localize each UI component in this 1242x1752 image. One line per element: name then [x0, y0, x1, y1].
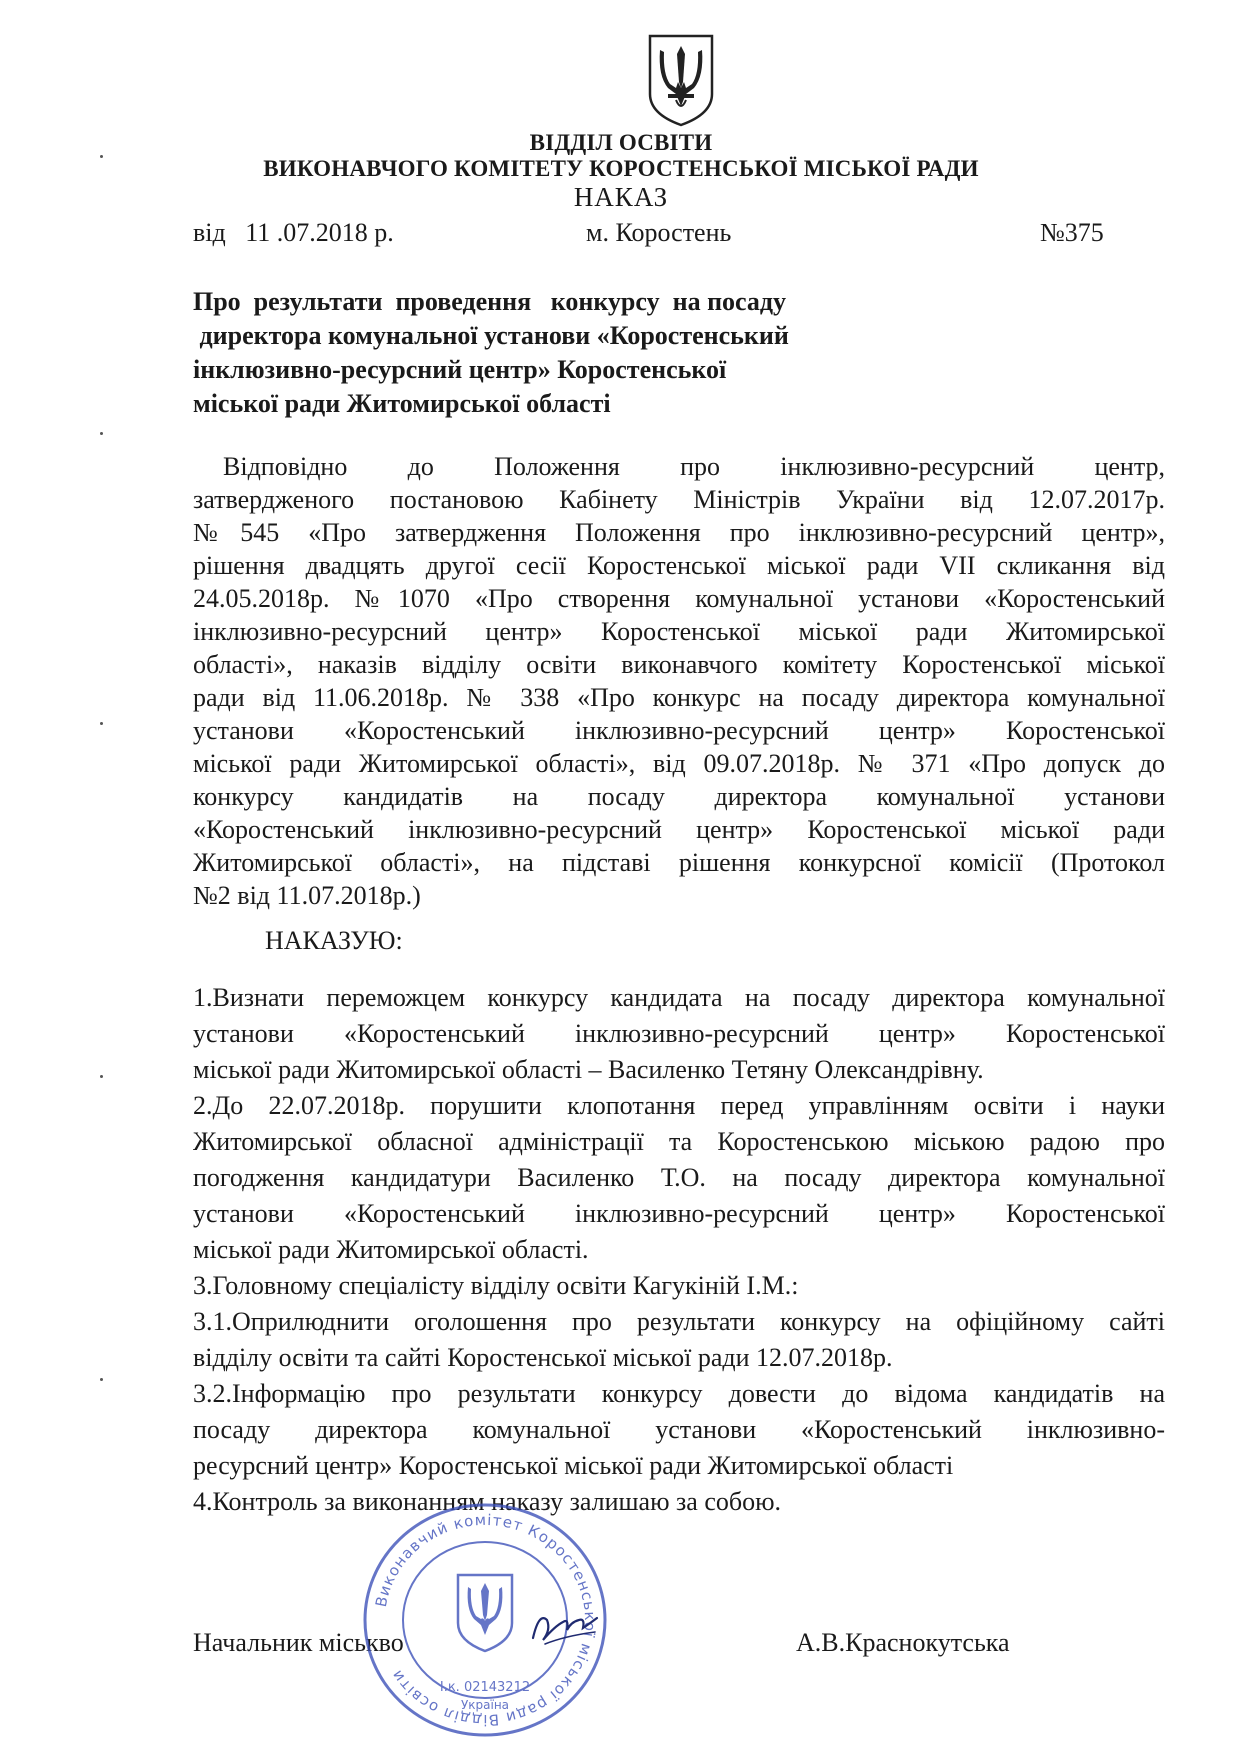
- item-line: 2.До 22.07.2018р. порушити клопотання перед управлінням освіти і науки: [193, 1091, 1165, 1120]
- item-line: установи «Коростенський інклюзивно-ресурсний центр» Коростенської: [193, 1019, 1165, 1048]
- signatory-position: Начальник міськво: [193, 1628, 404, 1657]
- order-city: м. Коростень: [586, 218, 732, 247]
- item-line: 1.Визнати переможцем конкурсу кандидата на посаду директора комунальної: [193, 983, 1165, 1012]
- scan-speck: [100, 1378, 103, 1381]
- order-title: [193, 285, 893, 421]
- item-line: установи «Коростенський інклюзивно-ресурсний центр» Коростенської: [193, 1199, 1165, 1228]
- stamp-country: Україна: [460, 1698, 510, 1712]
- preamble-line: області», наказів відділу освіти виконавчого комітету Коростенської міської: [193, 650, 1165, 679]
- preamble-line: 24.05.2018р. №1070 «Про створення комунальної установи «Коростенський: [193, 584, 1165, 613]
- coat-of-arms-icon: [646, 32, 716, 128]
- preamble-line: №545 «Про затвердження Положення про інклюзивно-ресурсний центр»,: [193, 518, 1165, 547]
- item-line: Житомирської обласної адміністрації та Коростенською міською радою про: [193, 1127, 1165, 1156]
- preamble-line: Відповідно до Положення про інклюзивно-ресурсний центр,: [223, 452, 1165, 481]
- preamble-line: інклюзивно-ресурсний центр» Коростенської міської ради Житомирської: [193, 617, 1165, 646]
- item-line: 3.1.Оприлюднити оголошення про результати конкурсу на офіційному сайті: [193, 1307, 1165, 1336]
- committee-name: ВИКОНАВЧОГО КОМІТЕТУ КОРОСТЕНСЬКОЇ МІСЬКОЇ РАДИ: [263, 156, 979, 181]
- svg-text:Виконавчий комітет Коростенськ: Виконавчий комітет Коростенської міської ради Відділ освіти: [371, 1510, 600, 1730]
- preamble-line: №2 від 11.07.2018р.): [193, 881, 421, 910]
- preamble-paragraph: [193, 450, 1165, 912]
- scan-speck: [100, 722, 103, 725]
- preamble-line: «Коростенський інклюзивно-ресурсний центр» Коростенської міської ради: [193, 815, 1165, 844]
- title-line: Про результати проведення конкурсу на посаду: [193, 287, 787, 316]
- preamble-line: ради від 11.06.2018р. № 338 «Про конкурс на посаду директора комунальної: [193, 683, 1165, 712]
- item-line: погодження кандидатури Василенко Т.О. на посаду директора комунальної: [193, 1163, 1165, 1192]
- stamp-code: І.к. 02143212: [439, 1680, 531, 1695]
- department-name: ВІДДІЛ ОСВІТИ: [529, 130, 713, 155]
- item-line: відділу освіти та сайті Коростенської міської ради 12.07.2018р.: [193, 1343, 893, 1372]
- document-type: НАКАЗ: [573, 182, 669, 212]
- scan-speck: [100, 432, 103, 435]
- item-line: міської ради Житомирської області.: [193, 1235, 589, 1264]
- title-line: міської ради Житомирської області: [193, 389, 611, 418]
- preamble-line: міської ради Житомирської області», від 09.07.2018р. № 371 «Про допуск до: [193, 749, 1165, 778]
- title-line: інклюзивно-ресурсний центр» Коростенської: [193, 355, 727, 384]
- order-word: НАКАЗУЮ:: [265, 926, 403, 955]
- order-number: №375: [1040, 218, 1104, 247]
- order-date: від 11 .07.2018 р.: [193, 218, 394, 247]
- handwritten-signature-icon: [525, 1600, 605, 1650]
- item-line: міської ради Житомирської області – Василенко Тетяну Олександрівну.: [193, 1055, 984, 1084]
- item-line: 3.Головному спеціалісту відділу освіти Кагукіній І.М.:: [193, 1271, 799, 1300]
- preamble-line: конкурсу кандидатів на посаду директора комунальної установи: [193, 782, 1165, 811]
- preamble-line: установи «Коростенський інклюзивно-ресурсний центр» Коростенської: [193, 716, 1165, 745]
- title-line: директора комунальної установи «Коростенський: [193, 321, 789, 350]
- order-items: [193, 980, 1165, 1520]
- preamble-line: затвердженого постановою Кабінету Міністрів України від 12.07.2017р.: [193, 485, 1165, 514]
- signatory-name: А.В.Краснокутська: [796, 1628, 1010, 1657]
- preamble-line: Житомирської області», на підставі рішення конкурсної комісії (Протокол: [193, 848, 1165, 877]
- item-line: посаду директора комунальної установи «Коростенський інклюзивно-: [193, 1415, 1165, 1444]
- item-line: 3.2.Інформацію про результати конкурсу довести до відома кандидатів на: [193, 1379, 1165, 1408]
- scan-speck: [100, 1075, 103, 1078]
- preamble-line: рішення двадцять другої сесії Коростенської міської ради VII скликання від: [193, 551, 1165, 580]
- item-line: ресурсний центр» Коростенської міської ради Житомирської області: [193, 1451, 954, 1480]
- item-line: 4.Контроль за виконанням наказу залишаю за собою.: [193, 1487, 782, 1516]
